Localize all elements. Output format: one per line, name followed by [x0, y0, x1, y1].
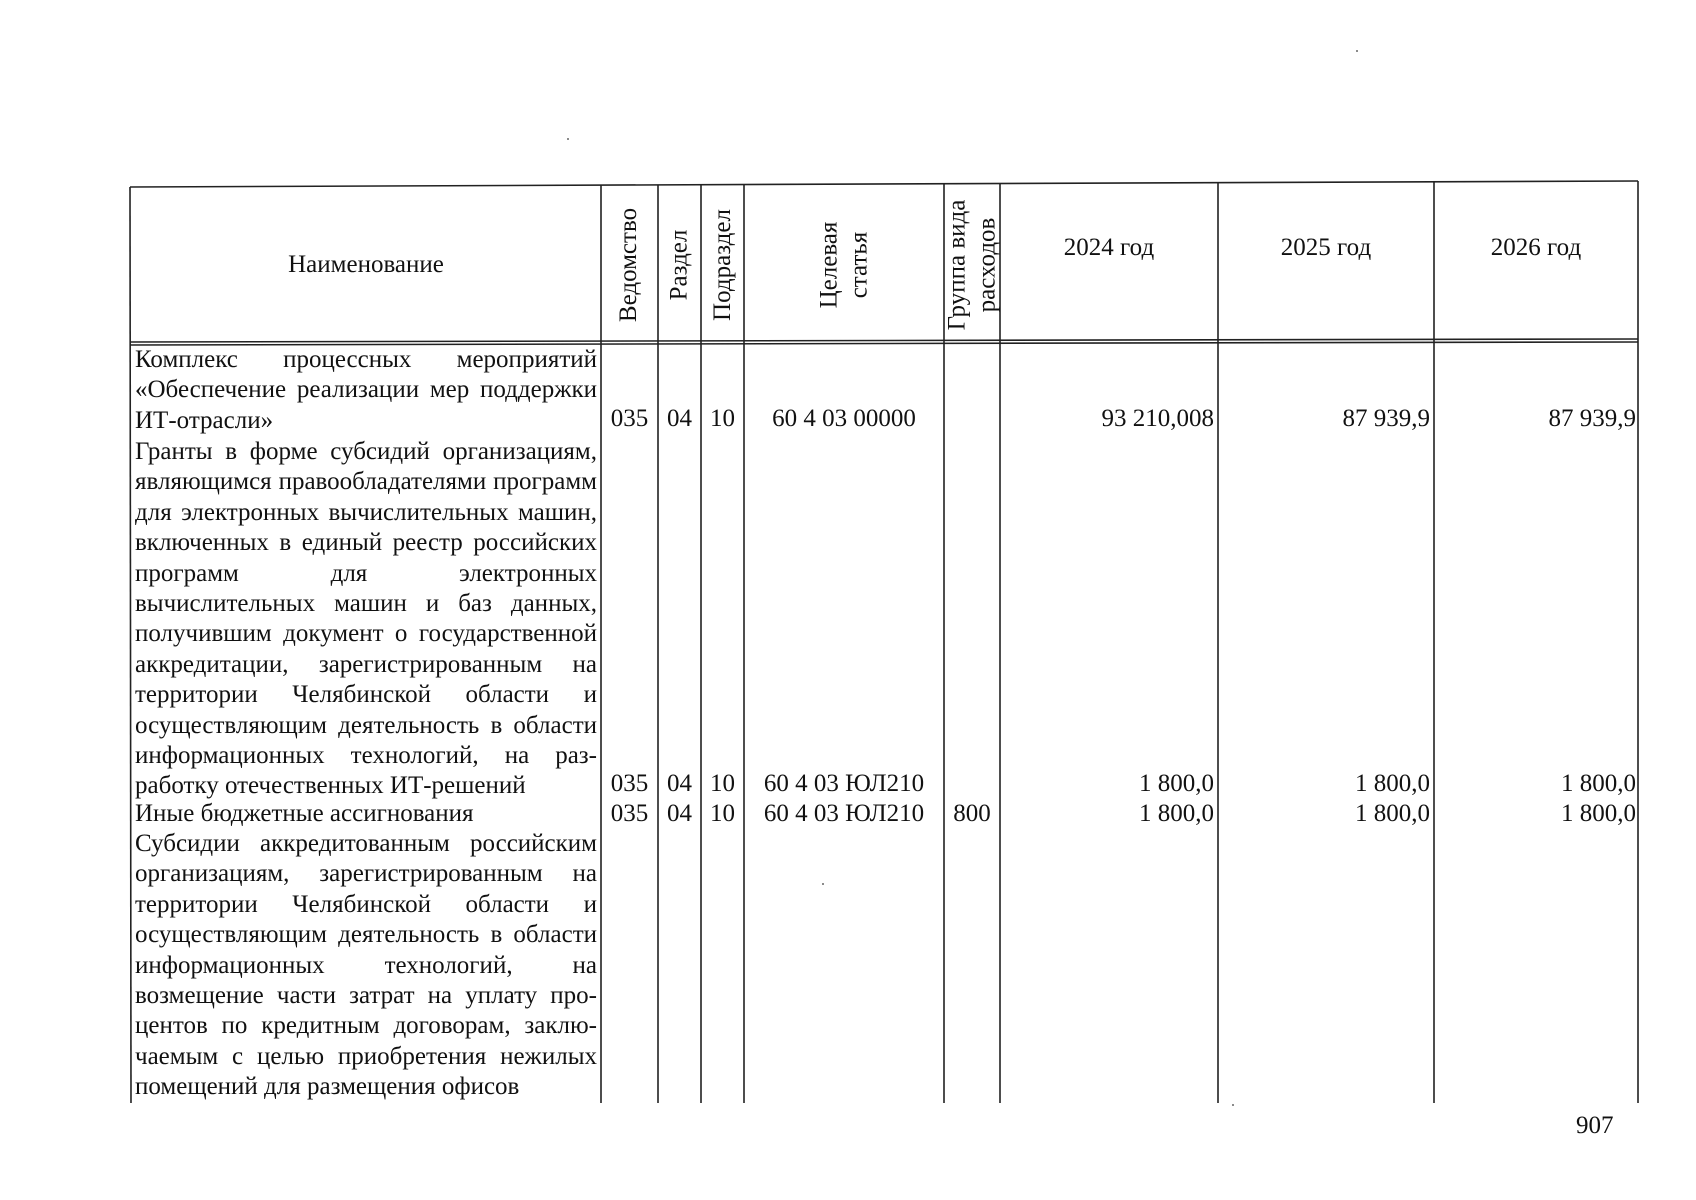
row-1-department: 035	[610, 405, 649, 432]
row-1-section: 04	[667, 405, 692, 432]
row-3-name: Иные бюджетные ассигнования	[135, 800, 474, 827]
row-3-expense-group: 800	[953, 800, 991, 827]
row-2-2026: 1 800,0	[1561, 770, 1636, 797]
header-expense-group-line2: расходов	[973, 217, 1000, 313]
header-name: Наименование	[288, 251, 444, 278]
scan-speck	[1232, 1104, 1234, 1106]
header-subsection	[701, 188, 744, 342]
row-4-name: Субсидии аккредитованным российским организациям, зарегистрированным на территории Челябинской области и осуществляющим деятельность в области информационных технологий, на возмещение части затрат на уплату процентов по кредитным договорам, заключаемым с целью приобретения нежилых помещений для размещения офисов	[135, 830, 597, 1101]
row-3-target-article: 60 4 03 ЮЛ210	[763, 800, 925, 827]
row-3-2025: 1 800,0	[1355, 800, 1430, 827]
row-1-2026: 87 939,9	[1548, 405, 1636, 432]
row-3-department: 035	[610, 800, 649, 827]
row-2-target-article: 60 4 03 ЮЛ210	[763, 770, 925, 797]
header-section-label: Раздел	[665, 229, 693, 301]
header-expense-group-line1: Группа вида	[943, 199, 970, 331]
row-2-2024: 1 800,0	[1139, 770, 1214, 797]
header-target-article-line2: статья	[844, 231, 872, 299]
row-2-section: 04	[667, 770, 692, 797]
row-1-name: Комплекс процессных мероприятий «Обеспечение реализации мер поддержки ИТ-отрасли»	[135, 346, 597, 434]
row-3-subsection: 10	[710, 800, 735, 827]
row-3-2024: 1 800,0	[1139, 800, 1214, 827]
header-year-2025: 2025 год	[1280, 234, 1372, 261]
page-number: 907	[1576, 1112, 1614, 1139]
row-2-subsection: 10	[710, 770, 735, 797]
header-year-2026: 2026 год	[1490, 234, 1582, 261]
row-2-department: 035	[610, 770, 649, 797]
header-expense-group	[944, 188, 1000, 342]
row-3-section: 04	[667, 800, 692, 827]
header-target-article	[744, 188, 944, 342]
header-target-article-line1: Целевая	[814, 221, 842, 309]
row-1-2025: 87 939,9	[1342, 405, 1430, 432]
row-2-2025: 1 800,0	[1355, 770, 1430, 797]
row-1-subsection: 10	[710, 405, 735, 432]
row-2-name: Гранты в форме субсидий организациям, являющимся правообладателями программ для электронных вычислительных машин, включенных в единый реестр российских программ для электронных вычислительных машин и баз данных, получившим документ о государственной аккредитации, зарегистрированным на территории Челябинской области и осуществляющим деятельность в области информационных технологий, на разработку отечественных ИТ-решений	[135, 438, 597, 800]
header-section	[658, 188, 701, 342]
header-department	[601, 188, 658, 342]
header-department-label: Ведомство	[615, 207, 643, 323]
header-year-2024: 2024 год	[1063, 234, 1155, 261]
row-3-2026: 1 800,0	[1561, 800, 1636, 827]
scan-speck	[822, 883, 824, 885]
scan-speck	[1356, 50, 1358, 52]
scan-speck	[567, 138, 569, 140]
row-1-2024: 93 210,008	[1101, 405, 1214, 432]
row-1-target-article: 60 4 03 00000	[772, 405, 916, 432]
header-subsection-label: Подраздел	[708, 209, 736, 321]
